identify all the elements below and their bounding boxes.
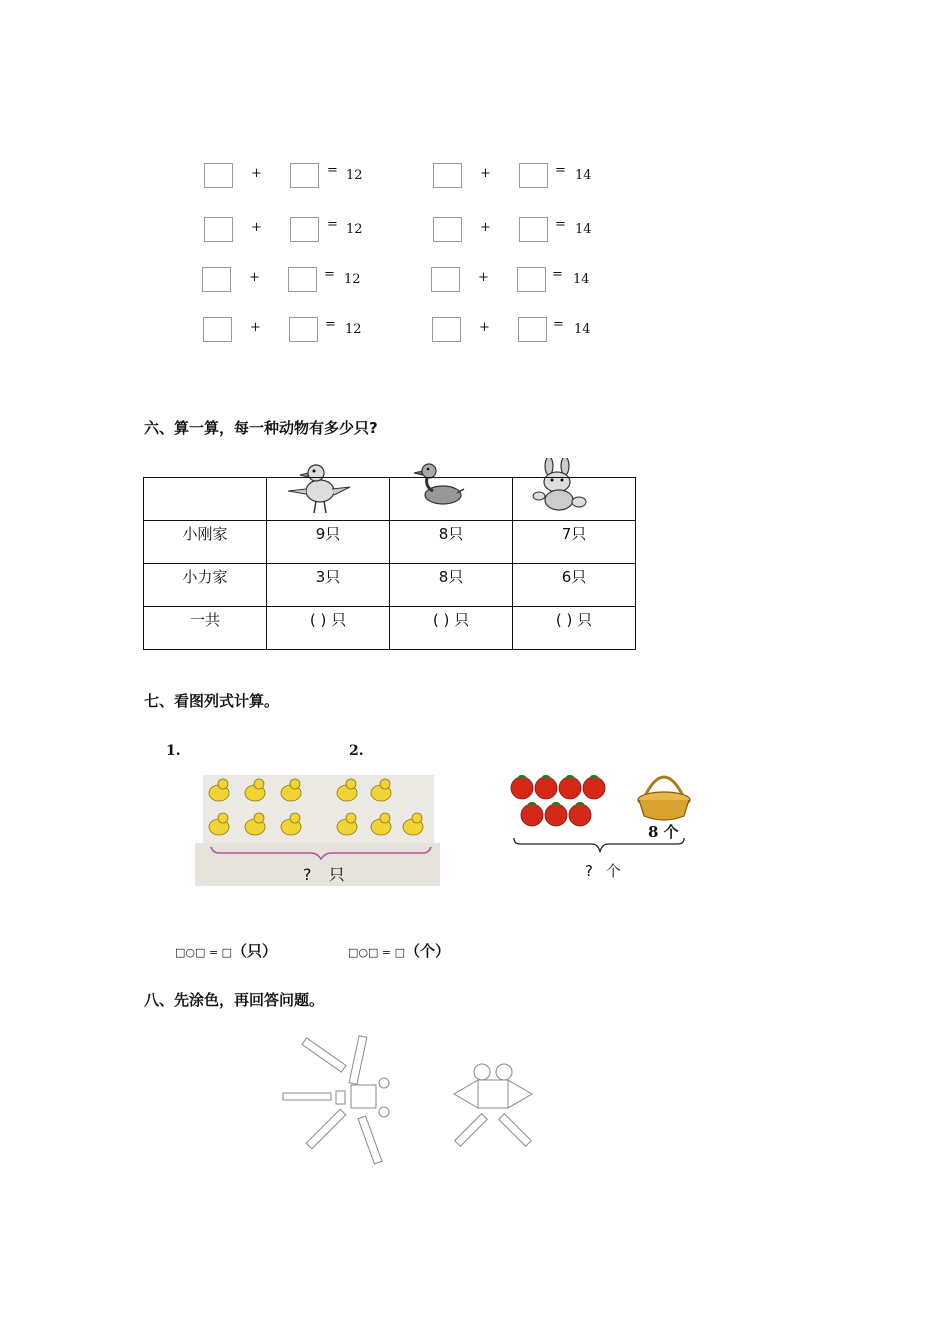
answer-box[interactable] xyxy=(203,317,232,342)
table-row xyxy=(144,564,636,607)
answer2-boxes[interactable]: □○□ = □ xyxy=(348,946,405,959)
answer-box[interactable] xyxy=(519,217,548,242)
answer-box[interactable] xyxy=(290,217,319,242)
table-cell: 8只 xyxy=(390,564,513,607)
table-header-row xyxy=(144,478,636,521)
section7-title: 七、看图列式计算。 xyxy=(144,692,280,710)
sum-value: 14 xyxy=(574,322,591,337)
table-cell xyxy=(390,478,513,521)
equals-sign: = xyxy=(327,163,338,178)
answer-box[interactable] xyxy=(202,267,231,292)
answer-box[interactable] xyxy=(204,217,233,242)
row-label: 一共 xyxy=(144,607,267,650)
table-cell xyxy=(267,478,390,521)
equals-sign: = xyxy=(555,217,566,232)
sum-value: 14 xyxy=(575,222,592,237)
answer-cell[interactable]: ( ) 只 xyxy=(390,607,513,650)
answer-box[interactable] xyxy=(288,267,317,292)
plus-sign: + xyxy=(250,320,261,335)
sum-value: 14 xyxy=(573,272,590,287)
sum-value: 12 xyxy=(344,272,361,287)
table-cell xyxy=(513,478,636,521)
answer-box[interactable] xyxy=(204,163,233,188)
answer2-unit: （个） xyxy=(405,942,451,960)
answer-box[interactable] xyxy=(518,317,547,342)
problem2-caption: ? 个 xyxy=(585,862,625,880)
plus-sign: + xyxy=(479,320,490,335)
table-row xyxy=(144,521,636,564)
table-cell: 7只 xyxy=(513,521,636,564)
answer-box[interactable] xyxy=(433,163,462,188)
answer-cell[interactable]: ( ) 只 xyxy=(513,607,636,650)
table-cell: 3只 xyxy=(267,564,390,607)
apples-picture xyxy=(508,762,698,858)
sum-value: 12 xyxy=(346,222,363,237)
equals-sign: = xyxy=(553,317,564,332)
row-label: 小刚家 xyxy=(144,521,267,564)
basket-label: 8 个 xyxy=(648,823,679,841)
equals-sign: = xyxy=(555,163,566,178)
section6-title: 六、算一算，每一种动物有多少只? xyxy=(144,419,378,437)
problem2-number: 2. xyxy=(349,743,364,759)
answer-box[interactable] xyxy=(431,267,460,292)
answer-box[interactable] xyxy=(517,267,546,292)
answer1-line xyxy=(175,940,277,961)
answer-box[interactable] xyxy=(289,317,318,342)
table-cell: 9只 xyxy=(267,521,390,564)
sum-value: 12 xyxy=(346,168,363,183)
equals-sign: = xyxy=(327,217,338,232)
answer-box[interactable] xyxy=(519,163,548,188)
answer-box[interactable] xyxy=(290,163,319,188)
animal-count-table xyxy=(143,477,636,650)
table-cell: 8只 xyxy=(390,521,513,564)
problem1-caption: ? 只 xyxy=(303,865,351,884)
table-cell: 6只 xyxy=(513,564,636,607)
answer1-unit: （只） xyxy=(232,942,278,960)
table-cell xyxy=(144,478,267,521)
row-label: 小力家 xyxy=(144,564,267,607)
section8-title: 八、先涂色，再回答问题。 xyxy=(144,991,325,1009)
answer1-boxes[interactable]: □○□ = □ xyxy=(175,946,232,959)
sum-value: 14 xyxy=(575,168,592,183)
equals-sign: = xyxy=(325,317,336,332)
plus-sign: + xyxy=(480,166,491,181)
shape-figure-crab[interactable] xyxy=(448,1058,538,1148)
equals-sign: = xyxy=(324,267,335,282)
shape-figure-sun[interactable] xyxy=(278,1030,398,1170)
plus-sign: + xyxy=(480,220,491,235)
plus-sign: + xyxy=(478,270,489,285)
plus-sign: + xyxy=(251,166,262,181)
answer-box[interactable] xyxy=(432,317,461,342)
plus-sign: + xyxy=(249,270,260,285)
problem1-number: 1. xyxy=(166,743,181,759)
equals-sign: = xyxy=(552,267,563,282)
basket-icon xyxy=(638,777,690,820)
sum-value: 12 xyxy=(345,322,362,337)
answer-box[interactable] xyxy=(433,217,462,242)
answer2-line xyxy=(348,940,450,961)
table-row xyxy=(144,607,636,650)
plus-sign: + xyxy=(251,220,262,235)
answer-cell[interactable]: ( ) 只 xyxy=(267,607,390,650)
